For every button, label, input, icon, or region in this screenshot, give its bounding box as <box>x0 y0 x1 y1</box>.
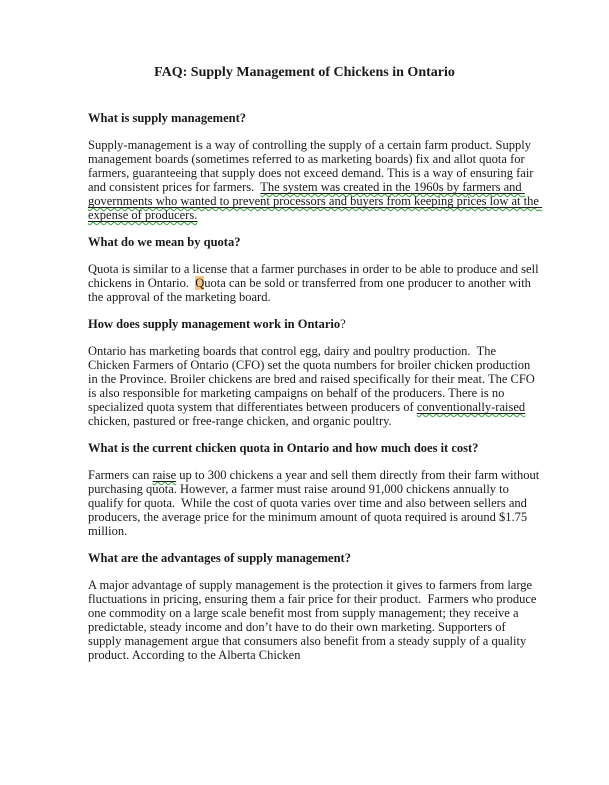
section-paragraph <box>88 578 540 662</box>
paragraph-text: up to 300 chickens a year and sell them directly from their farm without purchasing quota. However, a farmer must raise around 91,000 chickens annually to qualify for quota. While the cost of quota varies over time and also between sellers and producers, the average price for the minimum amount of quota required is around $1.75 million. <box>88 468 543 538</box>
section-paragraph <box>88 344 540 428</box>
section-heading <box>88 111 540 125</box>
section-paragraph <box>88 138 543 222</box>
section-heading-text: What is supply management? <box>88 111 247 125</box>
section-heading <box>88 441 540 455</box>
inserted-underlined-text <box>153 468 177 482</box>
paragraph-text: Supply-management is a way of controlling the supply of a certain farm product. Supply management boards (sometimes referred to as marketing boards) fix and allot quota for farmers, guaranteeing that supply does not exceed demand. This is a way of ensuring fair and consistent prices for farmers. <box>88 138 537 194</box>
paragraph-text: chicken, pastured or free-range chicken, and organic poultry. <box>88 400 529 428</box>
grammar-wavy-text: The system was created in the 1960s by farmers and governments who wanted to prevent processors and buyers from keeping prices low at the expense of producers. <box>88 180 543 222</box>
paragraph-text: Quota is similar to a license that a farmer purchases in order to be able to produce and sell chickens in Ontario. <box>88 262 542 290</box>
grammar-wavy-text: conventionally-raised <box>416 400 526 414</box>
section-heading-text: How does supply management work in Ontario <box>88 317 341 331</box>
grammar-wavy-text: raise <box>152 468 177 482</box>
faq-section-how-it-works <box>88 317 540 428</box>
faq-section-supply-management <box>88 111 543 222</box>
highlighted-character: Q <box>195 276 205 290</box>
paragraph-text: Ontario has marketing boards that control egg, dairy and poultry production. The Chicken Farmers of Ontario (CFO) set the quota numbers for broiler chicken production in the Province. Broiler chickens are bred and raised specifically for their meat. The CFO is also responsible for marketing campaigns on behalf of the producers. There is no specialized quota system that differentiates between producers of <box>88 344 538 414</box>
section-heading <box>88 551 540 565</box>
section-heading-suffix: ? <box>340 317 346 331</box>
section-heading-text: What is the current chicken quota in Ontario and how much does it cost? <box>88 441 479 455</box>
section-heading <box>88 317 540 331</box>
paragraph-text: uota can be sold or transferred from one producer to another with the approval of the marketing board. <box>88 276 535 304</box>
section-paragraph <box>88 262 540 304</box>
section-paragraph <box>88 468 543 538</box>
faq-section-quota-cost <box>88 441 543 538</box>
faq-section-advantages <box>88 551 540 662</box>
faq-section-quota-definition <box>88 235 540 304</box>
paragraph-text: A major advantage of supply management is the protection it gives to farmers from large fluctuations in pricing, ensuring them a fair price for their product. Farmers who produce one commodity on a large scale benefit most from supply management; they receive a predictable, steady income and don’t have to do their own marketing. Supporters of supply management argue that consumers also benefit from a steady supply of a quality product. According to the Alberta Chicken <box>88 578 540 662</box>
section-heading-text: What are the advantages of supply management? <box>88 551 351 565</box>
document-title: FAQ: Supply Management of Chickens in Ontario <box>154 65 455 80</box>
paragraph-text: Farmers can <box>88 468 153 482</box>
inserted-underlined-text <box>417 400 525 414</box>
section-heading <box>88 235 540 249</box>
section-heading-text: What do we mean by quota? <box>88 235 241 249</box>
